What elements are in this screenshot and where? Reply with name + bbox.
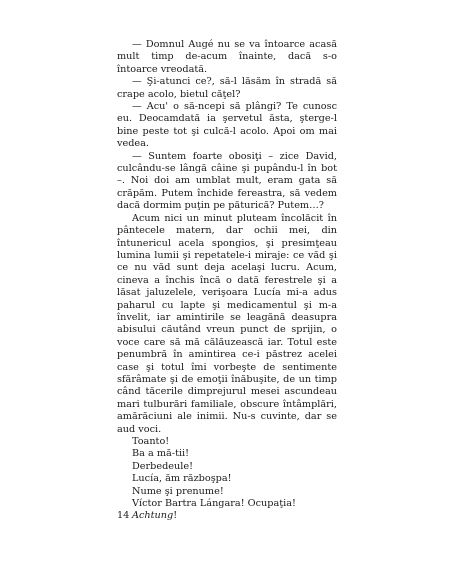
voice-line: Víctor Bartra Lángara! Ocupaţia! [132, 498, 296, 510]
achtung-exclamation: ! [173, 510, 178, 522]
voice-line: Nume şi prenume! [132, 485, 224, 497]
achtung-word: Achtung [132, 510, 174, 522]
voice-line: Derbedeule! [132, 460, 193, 472]
page-body-text [117, 39, 337, 523]
dialogue-paragraph: — Suntem foarte obosiţi – zice David, culcându-se lângă câine şi pupându-l în bot –. Noi doi am umblat mult, eram gata să crăpăm. Putem închide fereastra, să vedem dacă dormim puţin pe păturică? Putem…? [117, 150, 337, 212]
narrative-paragraph: Acum nici un minut pluteam încolăcit în pântecele matern, dar ochii mei, din întunericul acela spongios, şi presimţeau lumina lumii şi repetatele-i miraje: ce văd şi ce nu văd sunt deja acelaşi lucru. Acum, cineva a închis încă o dată ferestrele şi a lăsat jaluzelele, verişoara Lucía mi-a adus paharul cu lapte şi medicamentul şi m-a învelit, iar amintirile se leagănă deasupra abisului căutând vreun punct de sprijin, o voce care să mă călăuzească iar. Totul este penumbră în amintirea ce-i păstrez acelei case şi totul îmi vorbeşte de sentimente sfărâmate şi de emoţii înăbuşite, de un timp când tăcerile dimprejurul mesei ascundeau mari tulburări familiale, obscure întâmplări, amărăciuni ale inimii. Nu-s cuvinte, dar se aud voci. [117, 212, 337, 435]
voice-line: Lucía, ăm războşpa! [132, 473, 232, 485]
voice-line-final [117, 510, 337, 522]
dialogue-paragraph: — Domnul Augé nu se va întoarce acasă mult timp de-acum înainte, dacă s-o întoarce vreodată. [117, 39, 337, 75]
voice-line: Toanto! [132, 436, 170, 447]
dialogue-paragraph: — Acu' o să-ncepi să plângi? Te cunosc eu. Deocamdată ia şervetul ăsta, şterge-l bine peste tot şi culcă-l acolo. Apoi om mai vedea. [117, 101, 337, 150]
dialogue-paragraph: — Şi-atunci ce?, să-l lăsăm în stradă să crape acolo, bietul căţel? [117, 76, 337, 100]
page-number: 14 [117, 510, 130, 521]
voice-line: Ba a mă-tii! [132, 448, 190, 460]
